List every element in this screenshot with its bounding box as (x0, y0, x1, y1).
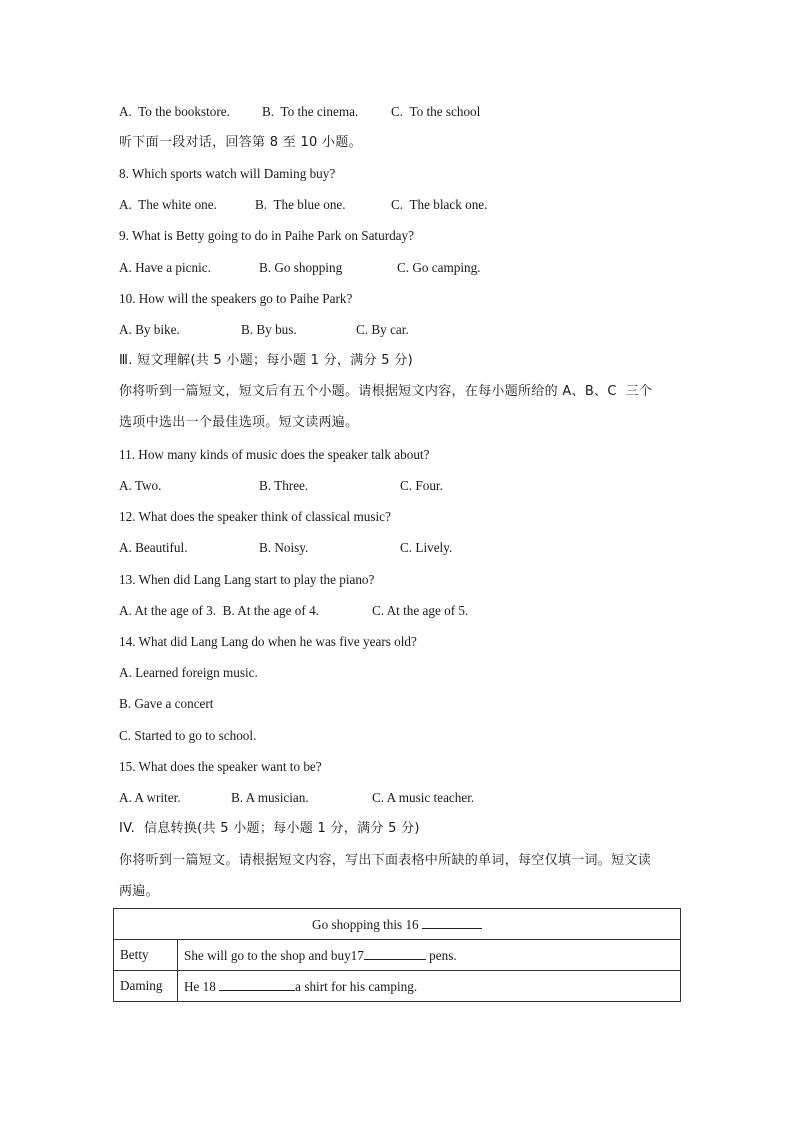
row-text-pre: He 18 (184, 978, 220, 994)
info-table (113, 908, 681, 1002)
q14-question: 14. What did Lang Lang do when he was five years old? (119, 634, 417, 649)
q12-question: 12. What does the speaker think of classical music? (119, 509, 391, 524)
q15-option-a: A. A writer. (119, 790, 181, 805)
row-name: Betty (114, 940, 178, 971)
section-4-instructions: 你将听到一篇短文。请根据短文内容，写出下面表格中所缺的单词，每空仅填一词。短文读 (119, 853, 652, 868)
section-3-title: Ⅲ. 短文理解(共 5 小题；每小题 1 分，满分 5 分) (119, 353, 413, 368)
q15-option-b: B. A musician. (231, 790, 309, 805)
q14-option-a: A. Learned foreign music. (119, 665, 258, 680)
q10-option-a: A. By bike. (119, 322, 180, 337)
q9-option-b: B. Go shopping (259, 260, 343, 275)
q13-options-ab: A. At the age of 3. B. At the age of 4. (119, 603, 319, 618)
q8-option-a: A. The white one. (119, 197, 217, 212)
dialog-intro: 听下面一段对话，回答第 8 至 10 小题。 (119, 135, 362, 150)
q8-question: 8. Which sports watch will Daming buy? (119, 166, 336, 181)
row-text-post: a shirt for his camping. (295, 978, 418, 994)
q10-option-c: C. By car. (356, 322, 409, 337)
table-header-text: Go shopping this 16 (312, 916, 419, 932)
q15-question: 15. What does the speaker want to be? (119, 759, 322, 774)
row-text-post: pens. (425, 947, 457, 963)
q12-option-a: A. Beautiful. (119, 540, 188, 555)
q13-option-c: C. At the age of 5. (372, 603, 469, 618)
q13-question: 13. When did Lang Lang start to play the piano? (119, 572, 375, 587)
q7-option-a: A. To the bookstore. (119, 104, 230, 119)
blank-18[interactable] (219, 978, 295, 991)
q9-option-c: C. Go camping. (397, 260, 481, 275)
q11-option-b: B. Three. (259, 478, 309, 493)
q15-option-c: C. A music teacher. (372, 790, 475, 805)
section-3-instructions: 你将听到一篇短文，短文后有五个小题。请根据短文内容，在每小题所给的 A、B、C 三个 (119, 384, 653, 399)
table-header-cell (114, 909, 681, 940)
q9-option-a: A. Have a picnic. (119, 260, 211, 275)
q11-option-a: A. Two. (119, 478, 162, 493)
table-row (114, 940, 681, 971)
q12-option-c: C. Lively. (400, 540, 453, 555)
section-4-title: IV. 信息转换(共 5 小题；每小题 1 分，满分 5 分) (119, 821, 420, 836)
q7-option-b: B. To the cinema. (262, 104, 359, 119)
q11-option-c: C. Four. (400, 478, 443, 493)
table-row (114, 971, 681, 1002)
section-4-instructions-cont: 两遍。 (119, 884, 159, 899)
q14-option-b: B. Gave a concert (119, 696, 214, 711)
q7-option-c: C. To the school (391, 104, 481, 119)
row-content (178, 940, 681, 971)
table-header-row (114, 909, 681, 940)
q10-question: 10. How will the speakers go to Paihe Park? (119, 291, 353, 306)
row-content (178, 971, 681, 1002)
blank-16[interactable] (422, 916, 482, 929)
q9-question: 9. What is Betty going to do in Paihe Park on Saturday? (119, 228, 414, 243)
q10-option-b: B. By bus. (241, 322, 297, 337)
row-name: Daming (114, 971, 178, 1002)
q8-option-c: C. The black one. (391, 197, 488, 212)
q8-option-b: B. The blue one. (255, 197, 346, 212)
q12-option-b: B. Noisy. (259, 540, 309, 555)
section-3-instructions-cont: 选项中选出一个最佳选项。短文读两遍。 (119, 415, 359, 430)
q11-question: 11. How many kinds of music does the speaker talk about? (119, 447, 430, 462)
blank-17[interactable] (364, 947, 426, 960)
row-text-pre: She will go to the shop and buy17 (184, 947, 364, 963)
q14-option-c: C. Started to go to school. (119, 728, 257, 743)
